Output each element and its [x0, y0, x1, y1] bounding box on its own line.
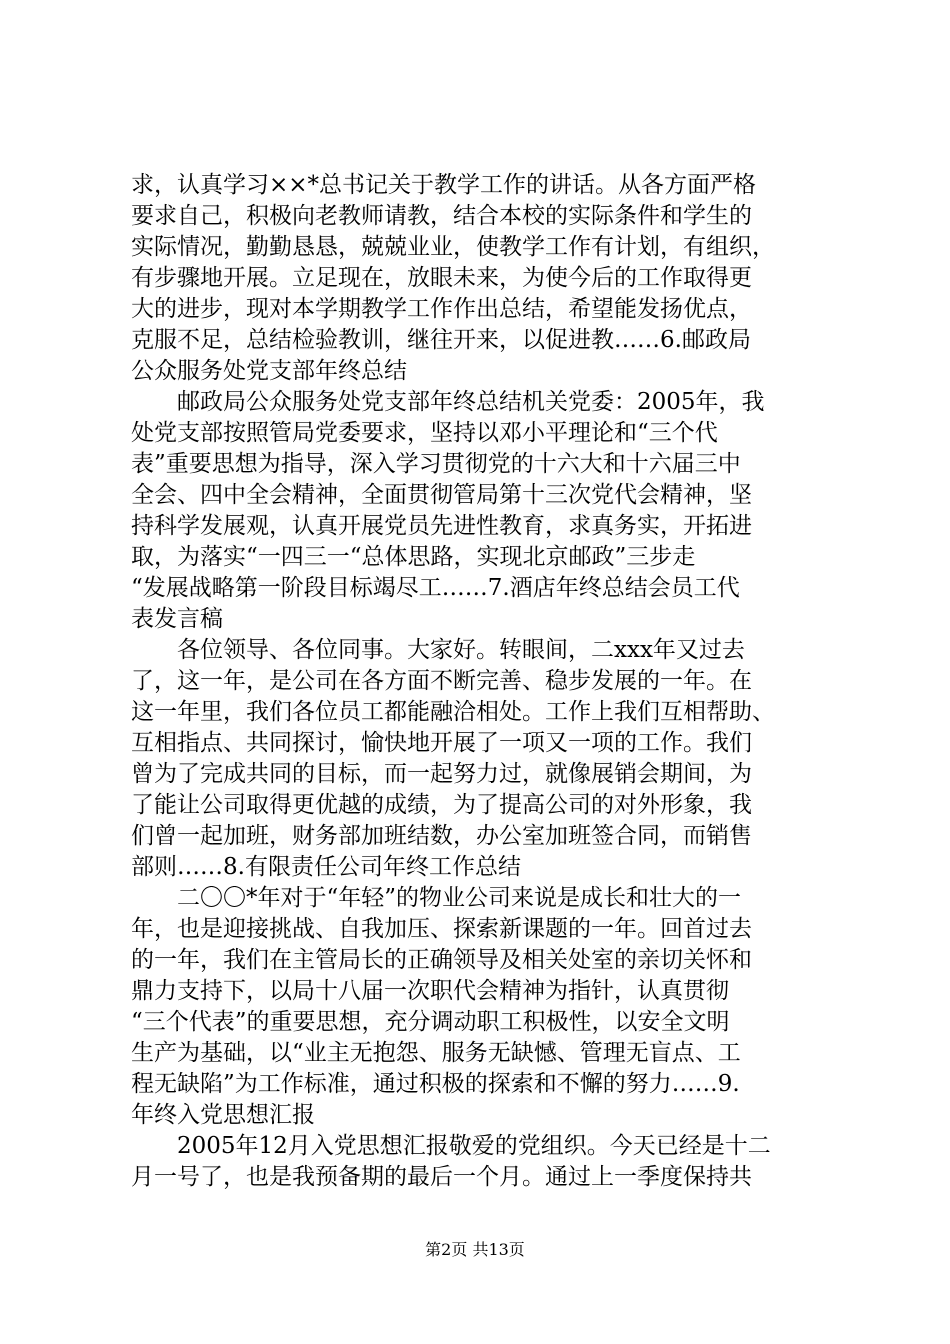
text-line: 的一年，我们在主管局长的正确领导及相关处室的亲切关怀和 [131, 947, 752, 973]
text-line: 持科学发展观，认真开展党员先进性教育，求真务实，开拓进 [131, 513, 752, 539]
text-line: 有步骤地开展。立足现在，放眼未来，为使今后的工作取得更 [131, 265, 752, 291]
text-line: 了能让公司取得更优越的成绩，为了提高公司的对外形象，我 [131, 792, 752, 818]
text-line: 年终入党思想汇报 [131, 1102, 315, 1128]
text-line: 生产为基础，以“业主无抱怨、服务无缺憾、管理无盲点、工 [131, 1040, 741, 1066]
text-line: 邮政局公众服务处党支部年终总结机关党委：2005年，我 [131, 389, 765, 415]
text-line: 取，为落实“一四三一“总体思路，实现北京邮政”三步走 [131, 544, 696, 570]
document-body [131, 170, 831, 1193]
text-line: 实际情况，勤勤恳恳，兢兢业业，使教学工作有计划，有组织， [131, 234, 775, 260]
text-line: 求，认真学习××*总书记关于教学工作的讲话。从各方面严格 [131, 172, 757, 198]
text-line: 全会、四中全会精神，全面贯彻管局第十三次党代会精神，坚 [131, 482, 752, 508]
text-line: 了，这一年，是公司在各方面不断完善、稳步发展的一年。在 [131, 668, 752, 694]
text-line: 月一号了，也是我预备期的最后一个月。通过上一季度保持共 [131, 1164, 752, 1190]
text-line: 这一年里，我们各位员工都能融洽相处。工作上我们互相帮助、 [131, 699, 775, 725]
text-line: 二〇〇*年对于“年轻”的物业公司来说是成长和壮大的一 [131, 885, 742, 911]
text-line: 2005年12月入党思想汇报敬爱的党组织。今天已经是十二 [131, 1133, 771, 1159]
text-line: 大的进步，现对本学期教学工作作出总结，希望能发扬优点， [131, 296, 752, 322]
text-line: 部则……8.有限责任公司年终工作总结 [131, 854, 521, 880]
text-line: 互相指点、共同探讨，愉快地开展了一项又一项的工作。我们 [131, 730, 752, 756]
text-line: 各位领导、各位同事。大家好。转眼间，二xxx年又过去 [131, 637, 745, 663]
text-line: 程无缺陷”为工作标准，通过积极的探索和不懈的努力……9. [131, 1071, 740, 1097]
text-line: 要求自己，积极向老教师请教，结合本校的实际条件和学生的 [131, 203, 752, 229]
text-line: 克服不足，总结检验教训，继往开来，以促进教……6.邮政局 [131, 327, 751, 353]
text-line: 公众服务处党支部年终总结 [131, 358, 407, 384]
text-line: 表发言稿 [131, 606, 223, 632]
text-line: “发展战略第一阶段目标竭尽工……7.酒店年终总结会员工代 [131, 575, 740, 601]
text-line: 鼎力支持下，以局十八届一次职代会精神为指针，认真贯彻 [131, 978, 729, 1004]
text-line: 曾为了完成共同的目标，而一起努力过，就像展销会期间，为 [131, 761, 752, 787]
text-line: 处党支部按照管局党委要求，坚持以邓小平理论和“三个代 [131, 420, 718, 446]
text-line: 们曾一起加班，财务部加班结数，办公室加班签合同，而销售 [131, 823, 752, 849]
text-line: “三个代表”的重要思想，充分调动职工积极性，以安全文明 [131, 1009, 730, 1035]
text-line: 年，也是迎接挑战、自我加压、探索新课题的一年。回首过去 [131, 916, 752, 942]
text-line: 表”重要思想为指导，深入学习贯彻党的十六大和十六届三中 [131, 451, 741, 477]
page-number-footer: 第2页 共13页 [425, 1240, 525, 1259]
